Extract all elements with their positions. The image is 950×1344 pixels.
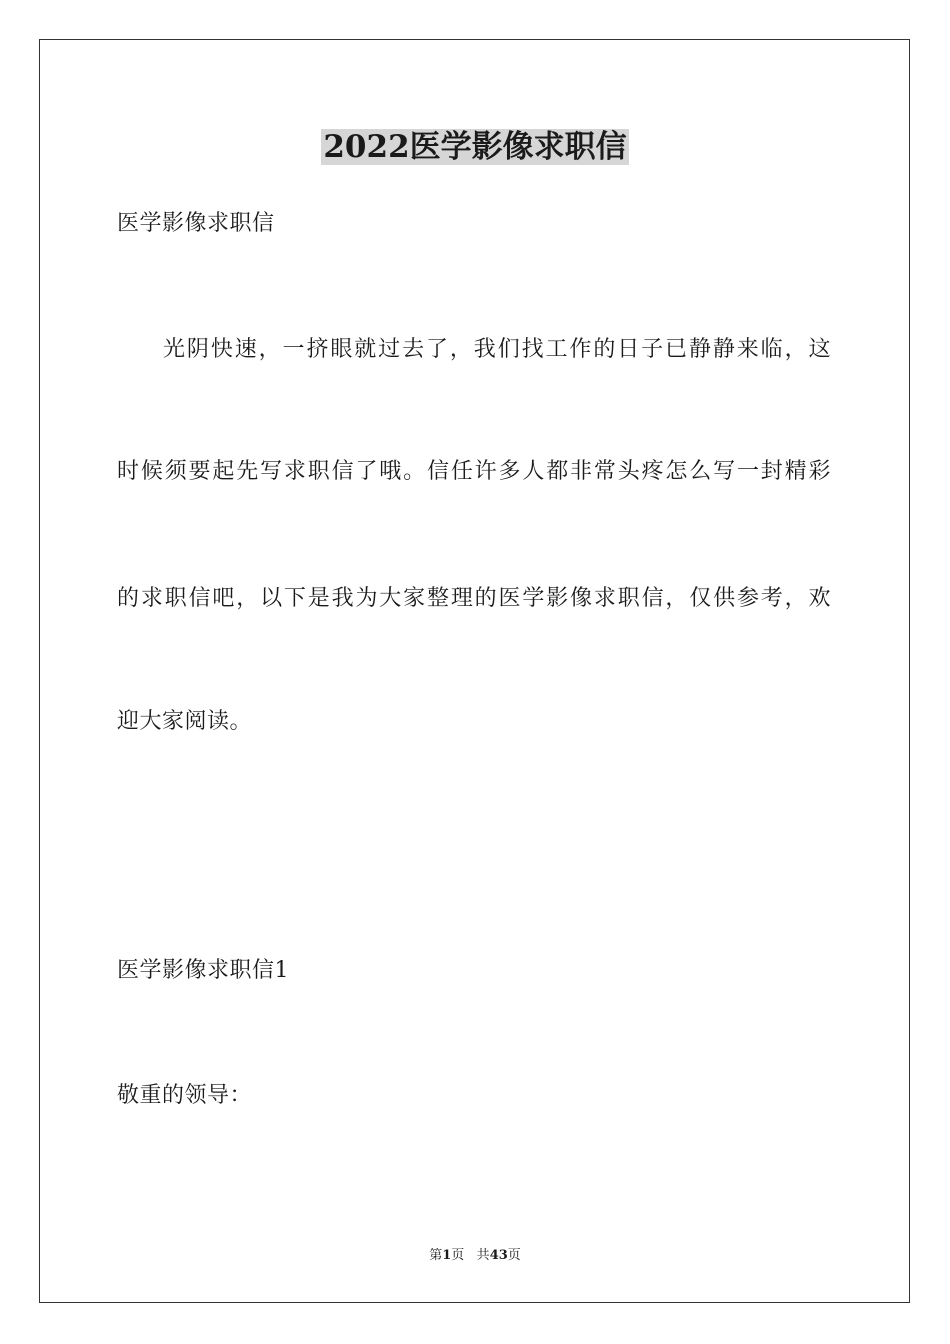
document-subtitle: 医学影像求职信 xyxy=(117,211,275,236)
section-heading: 医学影像求职信1 xyxy=(117,958,289,983)
footer-page-prefix: 第 xyxy=(429,1248,443,1263)
footer-page-suffix: 页 xyxy=(451,1248,465,1263)
paragraph-line-4: 迎大家阅读。 xyxy=(117,709,253,734)
footer-page-number: 1 xyxy=(442,1248,452,1263)
document-title xyxy=(0,124,950,170)
footer-total-suffix: 页 xyxy=(507,1248,521,1263)
document-title-text: 2022医学影像求职信 xyxy=(323,129,627,165)
salutation: 敬重的领导： xyxy=(117,1083,253,1108)
paragraph-line-3: 的求职信吧，以下是我为大家整理的医学影像求职信，仅供参考，欢 xyxy=(117,586,831,611)
footer-total-prefix: 共 xyxy=(476,1248,490,1263)
paragraph-line-1: 光阴快速，一挤眼就过去了，我们找工作的日子已静静来临，这 xyxy=(163,337,831,362)
page-footer xyxy=(0,1246,950,1266)
footer-total-pages: 43 xyxy=(489,1248,508,1263)
paragraph-line-2: 时候须要起先写求职信了哦。信任许多人都非常头疼怎么写一封精彩 xyxy=(117,459,831,484)
